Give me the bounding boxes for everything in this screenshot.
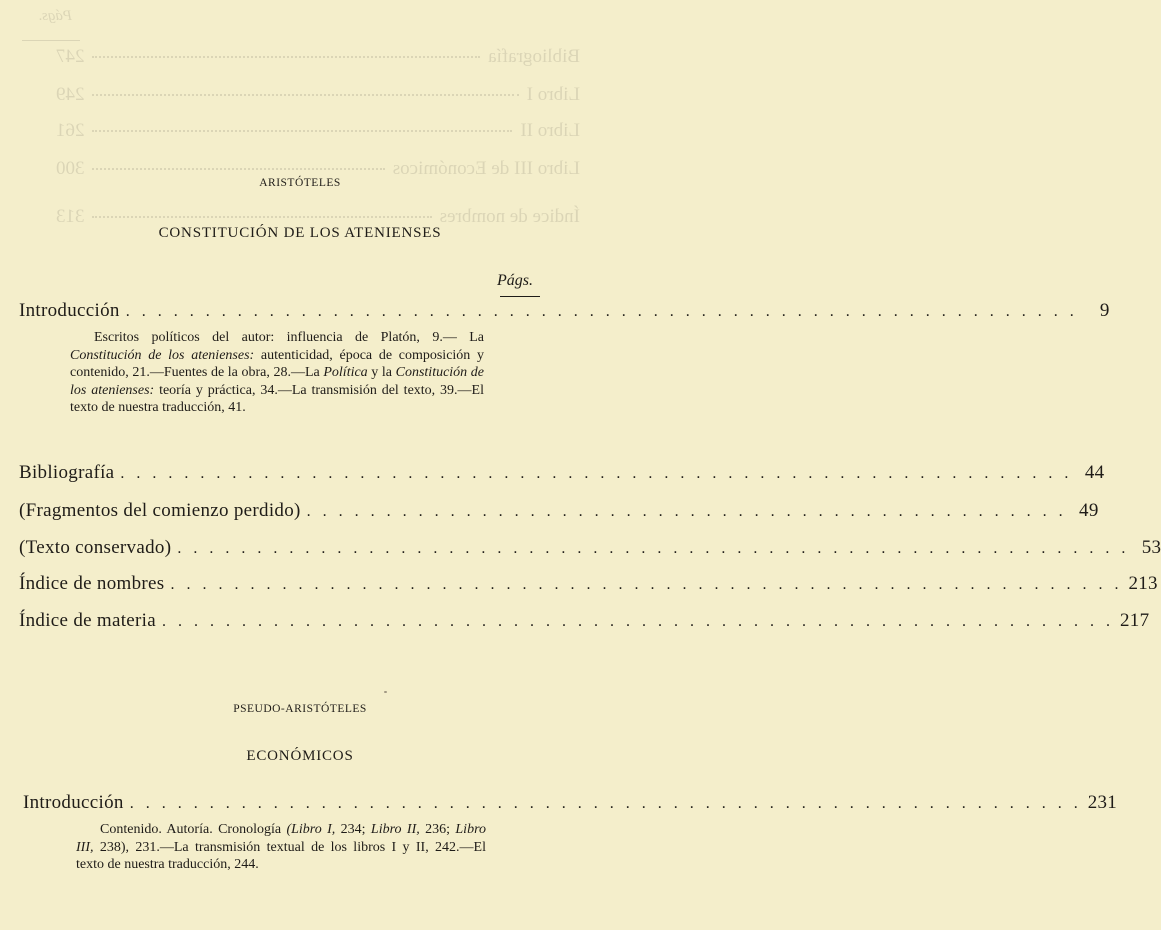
section2-title: ECONÓMICOS — [246, 748, 354, 764]
bleed-row-title: Bibliografía — [488, 46, 580, 67]
leader-dots: . . . . . . . . . . . . . . . . . . . . . . . . . . . . . . . . . . . . . . . . . . . . . . . . . . . . . . . . . . . . — [129, 795, 1082, 812]
toc-entry-title: Bibliografía — [19, 462, 115, 483]
bleed-row-title: Libro III de Económicos — [392, 158, 580, 179]
summary-italic-text: Libro III, — [76, 822, 486, 855]
leader-dots: . . . . . . . . . . . . . . . . . . . . . . . . . . . . . . . . . . . . . . . . . . . . . . . . . . . . . . . . . . . . — [161, 613, 1114, 630]
bleed-row-dots — [93, 56, 481, 58]
summary-text: 236; — [419, 822, 456, 837]
pages-column-label: Págs. — [497, 272, 533, 289]
toc-entry-introduccion[interactable] — [19, 300, 1110, 322]
bleed-row-page: 313 — [56, 206, 85, 227]
leader-dots: . . . . . . . . . . . . . . . . . . . . . . . . . . . . . . . . . . . . . . . . . . . . . . . . . . . . . . . . . . . . — [177, 540, 1130, 557]
bleed-row-page: 247 — [56, 46, 85, 67]
section1-author: ARISTÓTELES — [259, 177, 341, 189]
leader-dots: . . . . . . . . . . . . . . . . . . . . . . . . . . . . . . . . . . . . . . . . . . . . . . . . — [306, 503, 1067, 520]
bleed-row-dots — [93, 168, 385, 170]
bleed-row-dots — [93, 94, 519, 96]
toc-entry-page: 9 — [1099, 300, 1110, 321]
summary-text: 234; — [335, 822, 371, 837]
bleed-row-title: Libro II — [520, 120, 580, 141]
toc-entry-page: 217 — [1119, 610, 1150, 631]
toc-entry-page: 49 — [1079, 500, 1099, 521]
bleed-row-page: 261 — [56, 120, 85, 141]
toc-entry-title: (Texto conservado) — [19, 537, 172, 558]
summary-italic-text: Constitución de los atenienses: — [70, 365, 485, 398]
toc-entry-bibliografia[interactable] — [19, 462, 1105, 484]
toc-entry-page: 231 — [1087, 792, 1118, 813]
summary-italic-text: Libro II, — [370, 822, 420, 837]
bleed-through-text — [0, 0, 600, 240]
bleed-row-page: 249 — [56, 84, 85, 105]
leader-dots: . . . . . . . . . . . . . . . . . . . . . . . . . . . . . . . . . . . . . . . . . . . . . . . . . . . . . . . . . . . . — [170, 576, 1123, 593]
bleed-row-title: Libro I — [526, 84, 580, 105]
toc-entry-indice-nombres[interactable] — [19, 573, 1158, 595]
leader-dots: . . . . . . . . . . . . . . . . . . . . . . . . . . . . . . . . . . . . . . . . . . . . . . . . . . . . . . . . . . . . — [120, 465, 1073, 482]
summary-text: autenticidad, época de composición y contenido, 21.—Fuentes de la obra, 28.—La — [70, 347, 484, 381]
summary-text: 238), 231.—La transmisión textual de los libros I y II, 242.—El texto de nuestra traducción, 244. — [76, 839, 486, 873]
summary-italic-text: (Libro I, — [286, 822, 336, 837]
toc-entry-title: Introducción — [19, 300, 120, 321]
summary-italic-text: Constitución de los atenienses: — [70, 347, 255, 363]
introduccion-summary — [70, 329, 484, 417]
section2-author: PSEUDO-ARISTÓTELES — [233, 703, 367, 715]
bleed-rule — [22, 40, 80, 41]
toc-entry-texto-conservado[interactable] — [19, 537, 1161, 559]
toc-entry-title: Índice de materia — [19, 610, 156, 631]
leader-dots: . . . . . . . . . . . . . . . . . . . . . . . . . . . . . . . . . . . . . . . . . . . . . . . . . . . . . . . . . . . . — [125, 303, 1078, 320]
bleed-row-dots — [93, 216, 432, 218]
toc-entry-title: Introducción — [23, 792, 124, 813]
summary-text: y la — [367, 365, 396, 381]
bleed-row-dots — [93, 130, 513, 132]
toc-entry-title: (Fragmentos del comienzo perdido) — [19, 500, 301, 521]
pages-column-rule — [500, 296, 540, 297]
bleed-row-title: Índice de nombres — [439, 206, 580, 227]
summary-text: Escritos políticos del autor: influencia de Platón, 9.— La — [94, 330, 484, 345]
toc-entry-page: 213 — [1128, 573, 1158, 594]
bleed-row — [56, 46, 580, 72]
bleed-row — [56, 84, 580, 110]
paper-speck — [384, 691, 387, 693]
toc-entry-title: Índice de nombres — [19, 573, 165, 594]
toc-entry-fragmentos[interactable] — [19, 500, 1099, 522]
bleed-row-page: 300 — [56, 158, 85, 179]
toc-entry-page: 44 — [1084, 462, 1105, 483]
economicos-summary — [76, 821, 486, 874]
summary-text: teoría y práctica, 34.—La transmisión del texto, 39.—El texto de nuestra traducción, 41. — [70, 382, 484, 416]
toc-entry-indice-materia[interactable] — [19, 610, 1150, 632]
section1-title: CONSTITUCIÓN DE LOS ATENIENSES — [158, 225, 442, 241]
summary-italic-text: Política — [323, 365, 368, 381]
toc-entry-economicos-introduccion[interactable] — [23, 792, 1118, 814]
bleed-header: Págs. — [38, 8, 72, 24]
bleed-row — [56, 120, 580, 146]
toc-entry-page: 53 — [1141, 537, 1161, 558]
summary-text: Contenido. Autoría. Cronología — [100, 822, 287, 837]
